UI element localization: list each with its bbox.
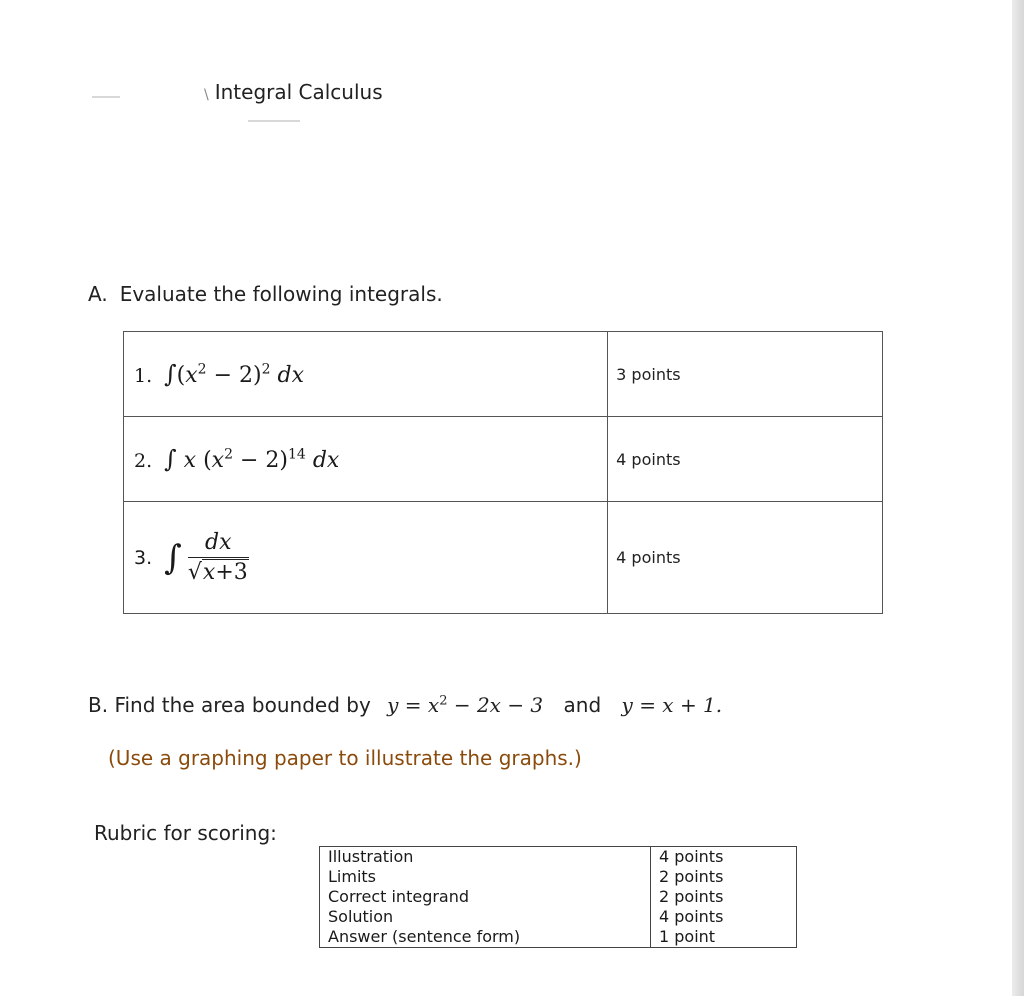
page-edge xyxy=(1012,0,1024,996)
problem-points: 4 points xyxy=(608,417,883,502)
problem-number: 3. xyxy=(134,546,153,569)
section-b-label: B. xyxy=(88,693,109,717)
rubric-points: 4 points xyxy=(651,907,797,927)
section-b-heading xyxy=(88,693,732,717)
problem-2-math: 2. ∫ x $(x^2 - 2)^{14}$ dx xyxy=(134,445,340,473)
curve-1-equation: $y = x^2 - 2x - 3$ xyxy=(387,693,544,717)
rubric-row xyxy=(320,887,797,907)
rubric-criterion: Limits xyxy=(320,867,651,887)
problem-3-math: 3. ∫ $\frac{dx}{√x+3}$ xyxy=(134,530,248,585)
section-b-instruction: Find the area bounded by xyxy=(114,693,371,717)
rubric-table xyxy=(319,846,797,948)
problem-number: 2. xyxy=(134,450,153,472)
problem-1-math: 1. $\int(x^2 - 2)^2$ dx xyxy=(134,360,305,388)
rubric-criterion: Correct integrand xyxy=(320,887,651,907)
rubric-label: Rubric for scoring: xyxy=(94,821,277,845)
rubric-criterion: Solution xyxy=(320,907,651,927)
section-a-instruction: Evaluate the following integrals. xyxy=(119,282,443,306)
problem-row xyxy=(124,502,883,614)
title-text: Integral Calculus xyxy=(214,80,383,104)
section-a-label: A. xyxy=(88,282,108,306)
rubric-points: 2 points xyxy=(651,867,797,887)
curve-2-equation: y = x + 1. xyxy=(621,693,723,717)
problem-row xyxy=(124,332,883,417)
rubric-points: 2 points xyxy=(651,887,797,907)
problem-expression xyxy=(124,417,608,502)
problem-points: 3 points xyxy=(608,332,883,417)
problems-table xyxy=(123,331,883,614)
graphing-note: (Use a graphing paper to illustrate the graphs.) xyxy=(108,746,582,770)
problem-expression xyxy=(124,502,608,614)
scan-mark: \ xyxy=(204,87,209,103)
rubric-row xyxy=(320,867,797,887)
rubric-row xyxy=(320,847,797,868)
problem-points: 4 points xyxy=(608,502,883,614)
rubric-criterion: Illustration xyxy=(320,847,651,868)
page-title xyxy=(204,80,383,104)
rubric-criterion: Answer (sentence form) xyxy=(320,927,651,948)
section-a-heading xyxy=(88,282,443,306)
rubric-row xyxy=(320,927,797,948)
header-smudge-left xyxy=(92,96,120,98)
rubric-points: 4 points xyxy=(651,847,797,868)
problem-row xyxy=(124,417,883,502)
rubric-points: 1 point xyxy=(651,927,797,948)
problem-number: 1. xyxy=(134,365,153,387)
header-smudge-under xyxy=(248,120,300,122)
problem-expression xyxy=(124,332,608,417)
and-word: and xyxy=(563,693,602,717)
rubric-row xyxy=(320,907,797,927)
